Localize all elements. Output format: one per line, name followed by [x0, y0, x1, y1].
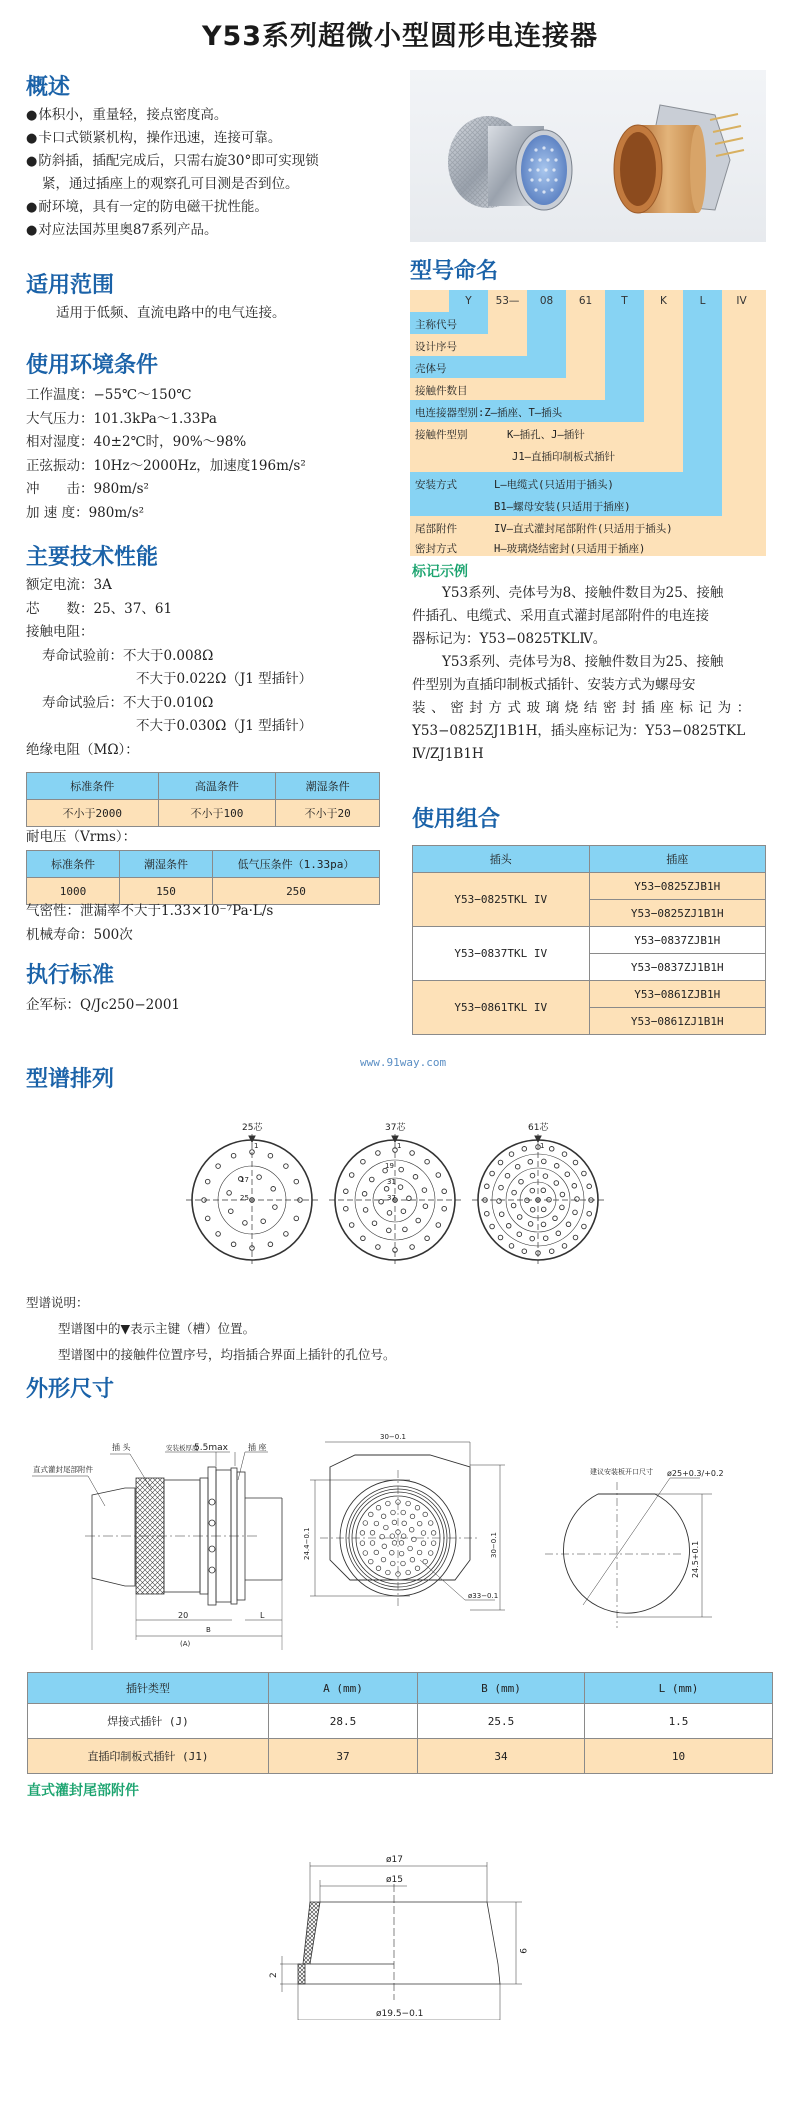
- svg-text:1: 1: [397, 1142, 402, 1150]
- pin-hole: [553, 1216, 558, 1221]
- label-panel-cut: 建议安装板开口尺寸: [590, 1468, 653, 1476]
- svg-text:(A): (A): [180, 1640, 191, 1648]
- before-label: 寿命试验前：: [42, 647, 123, 664]
- svg-text:1: 1: [254, 1142, 259, 1150]
- label-panel-thickness: 安装板厚度: [166, 1444, 199, 1452]
- layout-heading: 型谱排列: [26, 1067, 115, 1092]
- dimensions-heading: 外形尺寸: [26, 1377, 115, 1402]
- pin-hole: [442, 1206, 447, 1211]
- pin-hole: [554, 1164, 559, 1169]
- pin-hole: [498, 1235, 503, 1240]
- pin-hole: [530, 1173, 535, 1178]
- pin-hole: [387, 1211, 392, 1216]
- svg-text:ø25+0.3/+0.2: ø25+0.3/+0.2: [667, 1469, 724, 1478]
- overview-item: ●体积小，重量轻，接点密度高。: [26, 107, 228, 123]
- pin-hole: [268, 1153, 273, 1158]
- pin-hole: [560, 1205, 565, 1210]
- pin-hole: [575, 1197, 580, 1202]
- pin-hole: [543, 1174, 548, 1179]
- plug-connector: [448, 116, 572, 210]
- pin-hole: [519, 1179, 524, 1184]
- pin-hole: [436, 1173, 441, 1178]
- pin-hole: [497, 1199, 502, 1204]
- label-tail-attachment: 直式灌封尾部附件: [33, 1465, 93, 1474]
- pin-hole: [442, 1189, 447, 1194]
- standard-text: 企军标：Q/Jc250−2001: [26, 997, 181, 1013]
- model-naming-chart: Y 53— 08 61 T K L IV 主称代号 设计序号 壳体号 接触件数目 电连接器型别:Z—插座、T—插头 接触件型别 K—插孔、J—插针 J1—直插印制板式插针 安装方式 L—电缆式(只适用于插头) B1—螺母安装(只适用于插座) 尾部附件 IV—直式灌封尾部附件(只适用于插头) 密封方式 H—玻璃烧结密封(只适用于插座): [410, 290, 766, 556]
- pin-hole: [528, 1222, 533, 1227]
- pin-hole: [572, 1184, 577, 1189]
- combination-heading: 使用组合: [412, 807, 501, 832]
- pin-hole: [541, 1222, 546, 1227]
- svg-text:5.5max: 5.5max: [194, 1443, 228, 1453]
- pin-hole: [284, 1164, 289, 1169]
- overview-item: ●对应法国苏里奥87系列产品。: [26, 222, 218, 238]
- dim-15: ø15: [386, 1875, 403, 1885]
- naming-heading: 型号命名: [410, 259, 499, 284]
- code-iv: IV: [736, 295, 747, 307]
- code-t: T: [621, 295, 628, 307]
- overview-item: ●耐环境，具有一定的防电磁干扰性能。: [26, 199, 268, 215]
- pin-hole: [398, 1185, 403, 1190]
- dimension-drawing: [0, 1410, 800, 1650]
- env-row: 加 速 度：980m/s²: [26, 504, 145, 521]
- pin-hole: [506, 1224, 511, 1229]
- pin-hole: [205, 1216, 210, 1221]
- pin-hole: [582, 1224, 587, 1229]
- pin-hole: [562, 1244, 567, 1249]
- pin-hole: [387, 1228, 392, 1233]
- after-label: 寿命试验后：: [42, 694, 123, 711]
- dim-2: 2: [269, 1972, 279, 1978]
- standard-heading: 执行标准: [26, 963, 115, 988]
- pin-hole: [566, 1222, 571, 1227]
- svg-text:20: 20: [178, 1611, 189, 1620]
- pin-hole: [517, 1215, 522, 1220]
- socket-connector: [614, 105, 744, 213]
- watermark: www.91way.com: [360, 1056, 447, 1069]
- pin-hole: [490, 1171, 495, 1176]
- pin-hole: [511, 1203, 516, 1208]
- pin-hole: [509, 1244, 514, 1249]
- performance-heading: 主要技术性能: [26, 545, 159, 570]
- pin-hole: [425, 1159, 430, 1164]
- diagram-label-61: 61芯: [528, 1123, 549, 1133]
- overview-heading: 概述: [26, 75, 71, 100]
- pin-hole: [344, 1189, 349, 1194]
- pin-hole: [587, 1184, 592, 1189]
- svg-text:25: 25: [240, 1194, 249, 1202]
- pin-hole: [541, 1207, 546, 1212]
- pin-hole: [268, 1242, 273, 1247]
- pin-hole: [216, 1232, 221, 1237]
- pin-hole: [271, 1187, 276, 1192]
- pin-hole: [543, 1236, 548, 1241]
- pin-hole: [403, 1227, 408, 1232]
- pin-hole: [436, 1223, 441, 1228]
- env-row: 冲 击：980m/s²: [26, 481, 149, 497]
- pin-hole: [227, 1191, 232, 1196]
- pin-hole: [509, 1152, 514, 1157]
- combination-table: 插头 插座 Y53−0825TKL IV Y53−0825ZJB1H Y53−0825ZJ1B1H Y53−0837TKL IV Y53−0837ZJB1H Y53−0837ZJ1B1H Y53−0861TKL IV Y53−0861ZJB1H Y53−0861ZJ1B1H: [412, 845, 766, 1035]
- pin-hole: [416, 1218, 421, 1223]
- pin-hole: [582, 1171, 587, 1176]
- env-row: 工作温度：−55℃～150℃: [26, 387, 192, 403]
- pin-hole: [573, 1210, 578, 1215]
- pin-hole: [363, 1208, 368, 1213]
- svg-text:30−0.1: 30−0.1: [380, 1433, 406, 1441]
- pin-hole: [530, 1207, 535, 1212]
- svg-text:19: 19: [385, 1162, 394, 1170]
- dim-19-5: ø19.5−0.1: [376, 2009, 424, 2019]
- diagram-label-37: 37芯: [385, 1123, 406, 1133]
- pin-hole: [273, 1205, 278, 1210]
- pin-hole: [587, 1211, 592, 1216]
- dim-17: ø17: [386, 1855, 403, 1865]
- pin-hole: [549, 1249, 554, 1254]
- pin-hole: [344, 1206, 349, 1211]
- pin-hole: [376, 1151, 381, 1156]
- pin-hole: [384, 1187, 389, 1192]
- pin-hole: [499, 1212, 504, 1217]
- pin-hole: [522, 1249, 527, 1254]
- pin-hole: [410, 1245, 415, 1250]
- pin-hole: [294, 1179, 299, 1184]
- pin-hole: [512, 1190, 517, 1195]
- overview-item: ●防斜插，插配完成后，只需右旋30°即可实现锁: [26, 153, 319, 169]
- pin-hole: [407, 1196, 412, 1201]
- pin-diagram-25: [186, 1134, 318, 1264]
- scope-text: 适用于低频、直流电路中的电气连接。: [56, 305, 286, 321]
- pin-hole: [284, 1232, 289, 1237]
- pin-type-table: 插针类型 A (mm) B (mm) L (mm) 焊接式插针 (J) 28.5 25.5 1.5 直插印制板式插针 (J1) 37 34 10: [27, 1672, 773, 1774]
- pin-hole: [562, 1152, 567, 1157]
- overview-item: 紧，通过插座上的观察孔可目测是否到位。: [42, 176, 299, 192]
- pin-hole: [372, 1221, 377, 1226]
- pin-hole: [505, 1173, 510, 1178]
- pin-hole: [522, 1147, 527, 1152]
- pin-hole: [425, 1236, 430, 1241]
- code-61: 61: [578, 295, 593, 307]
- pin-hole: [528, 1160, 533, 1165]
- voltage-table: 标准条件 潮湿条件 低气压条件（1.33pa） 1000 150 250: [26, 850, 380, 905]
- pin-hole: [229, 1209, 234, 1214]
- pin-hole: [560, 1192, 565, 1197]
- pin-hole: [410, 1151, 415, 1156]
- pin-hole: [542, 1159, 547, 1164]
- pin-hole: [399, 1167, 404, 1172]
- product-photo: [410, 70, 766, 242]
- pin-hole: [362, 1192, 367, 1197]
- dim-9: 9: [517, 1948, 527, 1954]
- insulation-table: 标准条件 高温条件 潮湿条件 不小于2000 不小于100 不小于20: [26, 772, 380, 827]
- code-y: Y: [465, 295, 472, 307]
- pin-hole: [261, 1219, 266, 1224]
- pin-layout-diagrams: [180, 1104, 620, 1264]
- pin-hole: [515, 1164, 520, 1169]
- scope-heading: 适用范围: [26, 273, 115, 298]
- pin-hole: [294, 1216, 299, 1221]
- svg-text:37: 37: [387, 1194, 396, 1202]
- code-53: 53—: [495, 295, 520, 307]
- layout-notes: 型谱说明： 型谱图中的▼表示主键（槽）位置。 型谱图中的接触件位置序号，均指插合界面上插针的孔位号。: [26, 1295, 396, 1362]
- svg-text:24.5+0.1: 24.5+0.1: [691, 1540, 700, 1578]
- performance-list: 额定电流：3A 芯 数：25、37、61 接触电阻： 寿命试验前：不大于0.008Ω 不大于0.022Ω（J1 型插针） 寿命试验后：不大于0.010Ω 不大于0.030Ω（J1 型插针） 绝缘电阻（MΩ）：: [26, 574, 312, 762]
- voltage-label: 耐电压（Vrms）：: [26, 829, 137, 845]
- pin-hole: [216, 1164, 221, 1169]
- svg-text:31: 31: [387, 1178, 396, 1186]
- code-k: K: [660, 295, 667, 307]
- pin-hole: [498, 1160, 503, 1165]
- pin-hole: [573, 1160, 578, 1165]
- environment-list: [26, 384, 306, 525]
- pin-hole: [379, 1199, 384, 1204]
- pin-diagram-61: [472, 1134, 604, 1264]
- svg-text:B: B: [206, 1626, 211, 1634]
- environment-heading: 使用环境条件: [26, 353, 159, 378]
- env-row: 正弦振动：10Hz～2000Hz，加速度196m/s²: [26, 457, 306, 474]
- pin-hole: [565, 1172, 570, 1177]
- pin-hole: [485, 1211, 490, 1216]
- label-plug: 插 头: [112, 1443, 131, 1452]
- pin-hole: [231, 1242, 236, 1247]
- pin-hole: [549, 1147, 554, 1152]
- performance-extra: [26, 900, 273, 947]
- svg-text:24.4−0.1: 24.4−0.1: [303, 1527, 311, 1560]
- mechanical-life: 机械寿命：500次: [26, 926, 133, 943]
- insulation-label: 绝缘电阻（MΩ）：: [26, 741, 139, 758]
- pin-hole: [556, 1231, 561, 1236]
- svg-text:30−0.1: 30−0.1: [490, 1532, 498, 1558]
- marking-text: Y53系列、壳体号为8、接触件数目为25、接触 件插孔、电缆式、采用直式灌封尾部附件的电连接 器标记为：Y53−0825TKLⅣ。 Y53系列、壳体号为8、接触件数目为25、接触 件型别为直插印制板式插针、安装方式为螺母安 装、密封方式玻璃烧结密封插座标记为： Y53−0825ZJ1B1H，插头座标记为：Y53−0825TKL Ⅳ/ZJ1B1H: [412, 585, 756, 762]
- overview-list: [26, 104, 319, 242]
- cores: 芯 数：25、37、61: [26, 600, 173, 617]
- pin-hole: [349, 1223, 354, 1228]
- code-l: L: [699, 295, 706, 307]
- rated-current: 额定电流：3A: [26, 577, 112, 593]
- pin-hole: [349, 1173, 354, 1178]
- contact-resistance-label: 接触电阻：: [26, 624, 94, 640]
- svg-text:17: 17: [240, 1176, 249, 1184]
- pin-hole: [243, 1221, 248, 1226]
- pin-hole: [423, 1204, 428, 1209]
- marking-heading: 标记示例: [412, 564, 468, 580]
- pin-hole: [370, 1177, 375, 1182]
- tail-accessory-drawing: [260, 1840, 540, 2020]
- pin-hole: [530, 1188, 535, 1193]
- pin-hole: [490, 1224, 495, 1229]
- pin-hole: [554, 1181, 559, 1186]
- pin-hole: [422, 1188, 427, 1193]
- svg-text:1: 1: [540, 1142, 545, 1150]
- pin-hole: [257, 1175, 262, 1180]
- pin-hole: [541, 1188, 546, 1193]
- diagram-label-25: 25芯: [242, 1123, 263, 1133]
- tail-accessory-heading: 直式灌封尾部附件: [27, 1783, 139, 1799]
- pin-hole: [530, 1236, 535, 1241]
- overview-item: ●卡口式锁紧机构，操作迅速，连接可靠。: [26, 130, 282, 146]
- svg-text:ø33−0.1: ø33−0.1: [468, 1592, 499, 1600]
- pin-hole: [499, 1185, 504, 1190]
- pin-hole: [361, 1236, 366, 1241]
- svg-text:L: L: [260, 1611, 265, 1620]
- pin-hole: [361, 1159, 366, 1164]
- page-title: Y53系列超微小型圆形电连接器: [201, 21, 599, 52]
- pin-hole: [413, 1175, 418, 1180]
- pin-hole: [376, 1245, 381, 1250]
- env-row: 相对湿度：40±2℃时，90%～98%: [26, 434, 247, 450]
- pin-hole: [401, 1209, 406, 1214]
- pin-hole: [573, 1235, 578, 1240]
- pin-hole: [231, 1153, 236, 1158]
- label-socket: 插 座: [248, 1443, 267, 1452]
- code-08: 08: [539, 295, 554, 307]
- pin-hole: [205, 1179, 210, 1184]
- pin-hole: [485, 1184, 490, 1189]
- airtight: 气密性：泄漏率不大于1.33×10⁻⁷Pa·L/s: [26, 903, 274, 919]
- pin-hole: [517, 1232, 522, 1237]
- env-row: 大气压力：101.3kPa～1.33Pa: [26, 410, 217, 427]
